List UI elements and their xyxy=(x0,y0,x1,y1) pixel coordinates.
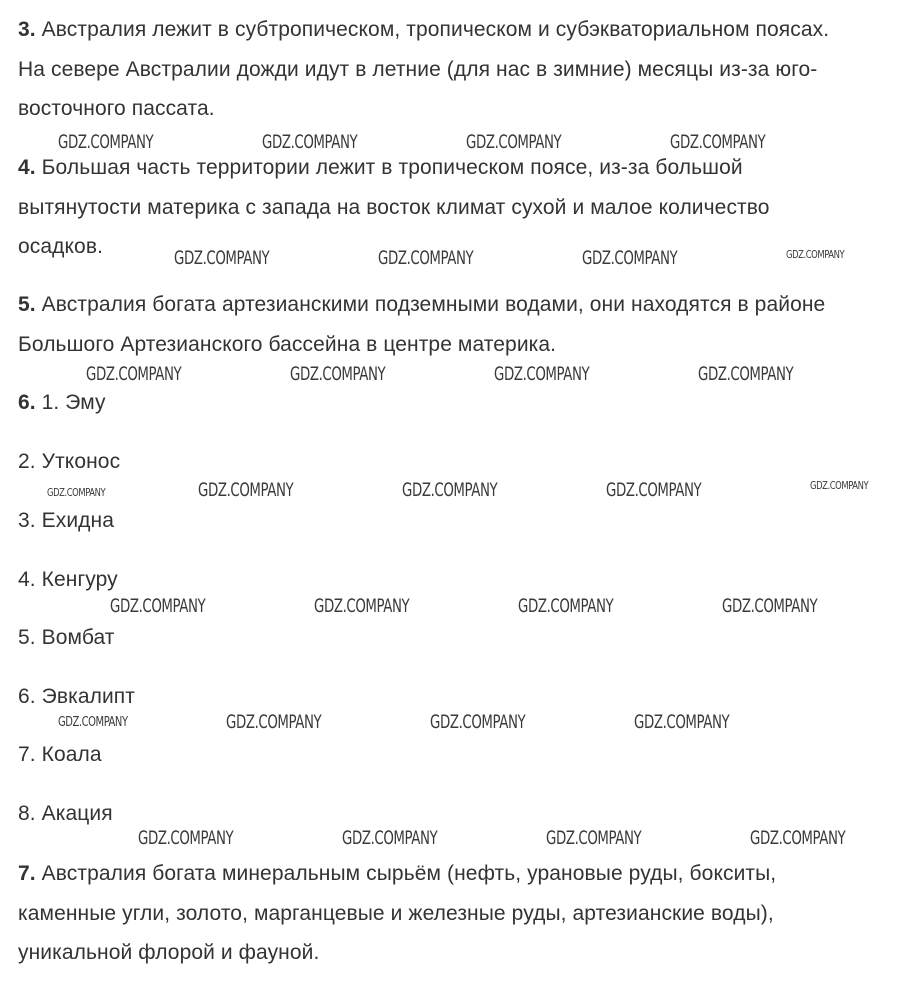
watermark-text: GDZ.COMPANY xyxy=(47,486,106,499)
watermark-text: GDZ.COMPANY xyxy=(290,363,386,385)
watermark-text: GDZ.COMPANY xyxy=(58,715,128,730)
watermark-text: GDZ.COMPANY xyxy=(430,711,526,733)
watermark-text: GDZ.COMPANY xyxy=(110,595,206,617)
answer-4-line-2: вытянутости материка с запада на восток климат сухой и малое количество xyxy=(18,196,770,219)
answer-6-item-2: 2. Утконос xyxy=(18,450,121,473)
watermark-text: GDZ.COMPANY xyxy=(750,827,846,849)
answer-5-number: 5. xyxy=(18,293,36,316)
answer-6-item-1: 1. Эму xyxy=(41,391,106,414)
watermark-text: GDZ.COMPANY xyxy=(226,711,322,733)
answer-3-line-1 xyxy=(18,17,829,43)
watermark-text: GDZ.COMPANY xyxy=(670,131,766,153)
answer-4-line-1 xyxy=(18,155,743,181)
watermark-text: GDZ.COMPANY xyxy=(342,827,438,849)
answer-6-item-5: 5. Вомбат xyxy=(18,626,115,649)
watermark-text: GDZ.COMPANY xyxy=(722,595,818,617)
watermark-text: GDZ.COMPANY xyxy=(58,131,154,153)
watermark-text: GDZ.COMPANY xyxy=(582,247,678,269)
answer-6-line-1 xyxy=(18,390,106,416)
watermark-text: GDZ.COMPANY xyxy=(378,247,474,269)
watermark-text: GDZ.COMPANY xyxy=(810,479,869,492)
watermark-text: GDZ.COMPANY xyxy=(634,711,730,733)
answer-4-number: 4. xyxy=(18,156,36,179)
answer-6-item-3: 3. Ехидна xyxy=(18,509,115,532)
watermark-text: GDZ.COMPANY xyxy=(262,131,358,153)
answer-3-text-1: Австралия лежит в субтропическом, тропическом и субэкваториальном поясах. xyxy=(41,18,830,41)
answer-6-item-4: 4. Кенгуру xyxy=(18,568,118,591)
watermark-text: GDZ.COMPANY xyxy=(138,827,234,849)
answer-5-text-1: Австралия богата артезианскими подземными водами, они находятся в районе xyxy=(41,293,826,316)
answer-4-text-1: Большая часть территории лежит в тропическом поясе, из-за большой xyxy=(41,156,743,179)
answer-6-item-7: 7. Коала xyxy=(18,743,102,766)
watermark-text: GDZ.COMPANY xyxy=(174,247,270,269)
answer-6-item-8: 8. Акация xyxy=(18,802,113,825)
answer-3-number: 3. xyxy=(18,18,36,41)
answer-7-number: 7. xyxy=(18,862,36,885)
answer-7-line-3: уникальной флорой и фауной. xyxy=(18,941,320,964)
answer-7-line-1 xyxy=(18,861,776,887)
answer-6-number: 6. xyxy=(18,391,36,414)
watermark-text: GDZ.COMPANY xyxy=(786,248,845,261)
watermark-text: GDZ.COMPANY xyxy=(698,363,794,385)
answer-6-item-6: 6. Эвкалипт xyxy=(18,685,135,708)
answer-4-line-3: осадков. xyxy=(18,235,104,258)
answer-3-line-3: восточного пассата. xyxy=(18,97,215,120)
watermark-text: GDZ.COMPANY xyxy=(606,479,702,501)
answer-5-line-1 xyxy=(18,292,825,318)
answer-5-line-2: Большого Артезианского бассейна в центре материка. xyxy=(18,333,557,356)
watermark-text: GDZ.COMPANY xyxy=(314,595,410,617)
answer-3-line-2: На севере Австралии дожди идут в летние (для нас в зимние) месяцы из-за юго- xyxy=(18,58,818,81)
watermark-text: GDZ.COMPANY xyxy=(518,595,614,617)
watermark-text: GDZ.COMPANY xyxy=(198,479,294,501)
watermark-text: GDZ.COMPANY xyxy=(402,479,498,501)
watermark-text: GDZ.COMPANY xyxy=(86,363,182,385)
answer-7-text-1: Австралия богата минеральным сырьём (нефть, урановые руды, бокситы, xyxy=(41,862,777,885)
watermark-text: GDZ.COMPANY xyxy=(546,827,642,849)
watermark-text: GDZ.COMPANY xyxy=(494,363,590,385)
watermark-text: GDZ.COMPANY xyxy=(466,131,562,153)
answer-7-line-2: каменные угли, золото, марганцевые и железные руды, артезианские воды), xyxy=(18,902,774,925)
